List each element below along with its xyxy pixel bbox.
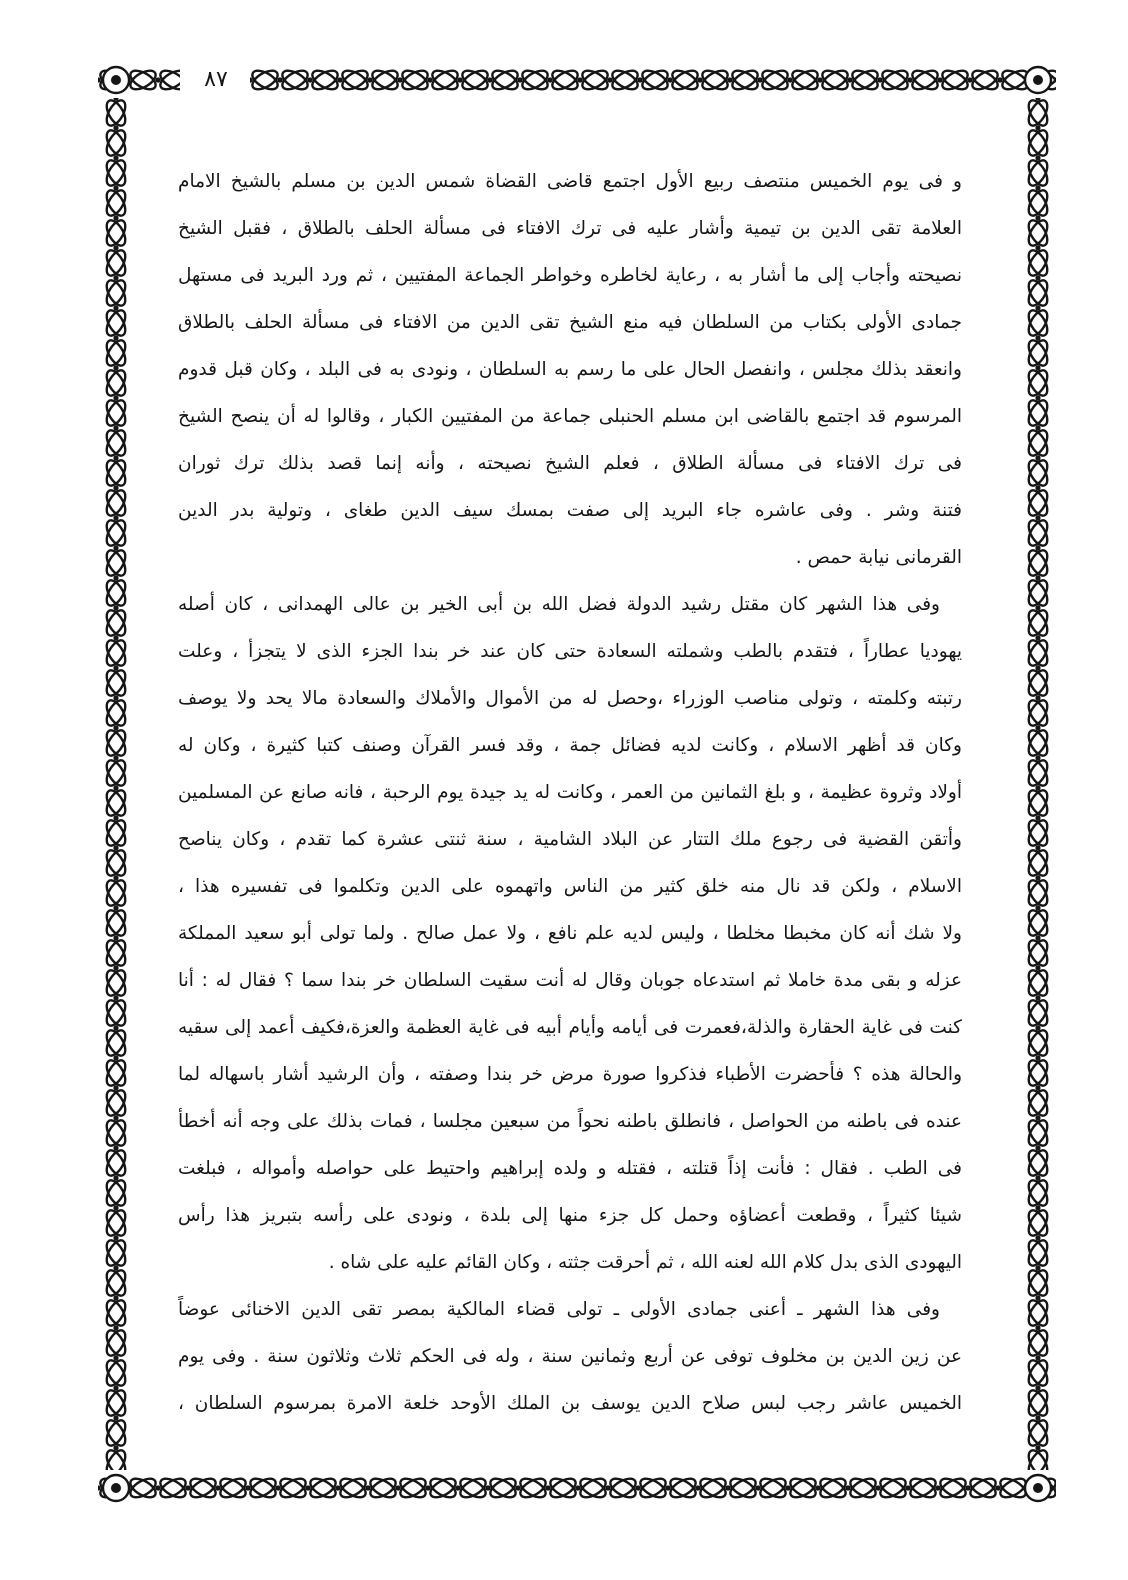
- corner-ornament: [103, 67, 129, 93]
- corner-ornament: [1025, 1475, 1051, 1501]
- text-line: وأتقن القضية فى رجوع ملك التتار عن البلاد الشامية ، سنة ثنتى عشرة كما تقدم ، وكان يناصح: [178, 829, 962, 850]
- corner-ornament: [103, 1475, 129, 1501]
- paragraph: [178, 1286, 962, 1427]
- text-line: والحالة هذه ؟ فأحضرت الأطباء فذكروا صورة مرض خر بندا وصفته ، وأن الرشيد أشار باسهاله لما: [178, 1064, 962, 1085]
- text-line: الخميس عاشر رجب لبس صلاح الدين يوسف بن الملك الأوحد خلعة الامرة بمرسوم السلطان ،: [178, 1393, 962, 1414]
- text-line: و فى يوم الخميس منتصف ربيع الأول اجتمع قاضى القضاة شمس الدين بن مسلم بالشيخ الامام: [178, 171, 962, 192]
- text-line: كنت فى غاية الحقارة والذلة،فعمرت فى أيامه وأيام أبيه فى غاية العظمة والعزة،فكيف أعمد إلى سقيه: [178, 1017, 962, 1038]
- text-line: فتنة وشر . وفى عاشره جاء البريد إلى صفت بمسك سيف الدين طغاى ، وتولية بدر الدين: [178, 500, 962, 521]
- text-line: عن زين الدين بن مخلوف توفى عن أربع وثمانين سنة ، وله فى الحكم ثلاث وثلاثون سنة . وفى يوم: [178, 1346, 962, 1367]
- text-line: أولاد وثروة عظيمة ، و بلغ الثمانين من العمر ، وكانت له يد جيدة يوم الرحبة ، فانه صانع عن المسلمين: [178, 782, 962, 803]
- text-line: وفى هذا الشهر كان مقتل رشيد الدولة فضل الله بن أبى الخير بن عالى الهمدانى ، كان أصله: [178, 594, 940, 615]
- paragraph: [178, 158, 962, 581]
- text-line: رتبته وكلمته ، وتولى مناصب الوزراء ،وحصل له من الأموال والأملاك والسعادة مالا يحد ولا يوصف: [178, 688, 962, 709]
- text-line: القرمانى نيابة حمص .: [795, 547, 962, 568]
- text-line: جمادى الأولى بكتاب من السلطان فيه منع الشيخ تقى الدين من الافتاء فى مسألة الحلف بالطلاق: [178, 312, 962, 333]
- text-line: فى الطب . فقال : فأنت إذاً قتلته ، فقتله و ولده إبراهيم واحتيط على حواصله وأمواله ، فبلغت: [178, 1158, 962, 1179]
- border-bottom: [98, 1470, 1056, 1506]
- text-line: المرسوم قد اجتمع بالقاضى ابن مسلم الحنبلى جماعة من المفتيين الكبار ، وقالوا له أن ينصح الشيخ: [178, 406, 962, 427]
- text-line: عزله و بقى مدة خاملا ثم استدعاه جوبان وقال له أنت سقيت السلطان خر بندا سما ؟ فقال له : أنا: [178, 970, 962, 991]
- page-number: ٨٧: [204, 67, 228, 92]
- paragraph: [178, 581, 962, 1286]
- text-line: وفى هذا الشهر ـ أعنى جمادى الأولى ـ تولى قضاء المالكية بمصر تقى الدين الاخنائى عوضاً: [178, 1299, 940, 1320]
- text-line: الاسلام ، ولكن قد نال منه خلق كثير من الناس واتهموه على الدين وتكلموا فى تفسيره هذا ،: [178, 876, 962, 897]
- text-line: اليهودى الذى بدل كلام الله لعنه الله ، ثم أحرقت جثته ، وكان القائم عليه على شاه .: [328, 1252, 962, 1273]
- text-line: يهوديا عطاراً ، فتقدم بالطب وشملته السعادة حتى كان عند خر بندا الجزء الذى لا يتجزأ ، وعلت: [178, 641, 962, 662]
- border-left: [98, 98, 134, 1470]
- text-line: شيئا كثيراً ، وقطعت أعضاؤه وحمل كل جزء منها إلى بلدة ، ونودى على رأسه بتبريز هذا رأس: [178, 1205, 962, 1226]
- text-line: فى ترك الافتاء فى مسألة الطلاق ، فعلم الشيخ نصيحته ، وأنه إنما قصد بذلك ترك ثوران: [178, 453, 962, 474]
- text-line: ولا شك أنه كان مخبطا مخلطا ، وليس لديه علم نافع ، ولا عمل صالح . ولما تولى أبو سعيد المملكة: [178, 923, 962, 944]
- corner-ornament: [1025, 67, 1051, 93]
- border-right: [1020, 98, 1056, 1470]
- text-line: نصيحته وأجاب إلى ما أشار به ، رعاية لخاطره وخواطر الجماعة المفتيين ، ثم ورد البريد فى مستهل: [178, 265, 962, 286]
- body-text: [178, 158, 962, 1427]
- text-line: وانعقد بذلك مجلس ، وانفصل الحال على ما رسم به السلطان ، ونودى به فى البلد ، وكان قبل قدوم: [178, 359, 962, 380]
- text-line: عنده فى باطنه من الحواصل ، فانطلق باطنه نحواً من سبعين مجلسا ، فمات بذلك على وجه أنه أخطأ: [178, 1111, 962, 1132]
- border-top-right-segment: [250, 62, 1056, 98]
- text-line: العلامة تقى الدين بن تيمية وأشار عليه فى ترك الافتاء فى مسألة الحلف بالطلاق ، فقبل الشيخ: [178, 218, 962, 239]
- text-line: وكان قد أظهر الاسلام ، وكانت لديه فضائل جمة ، وقد فسر القرآن وصنف كتبا كثيرة ، وكان له: [178, 735, 962, 756]
